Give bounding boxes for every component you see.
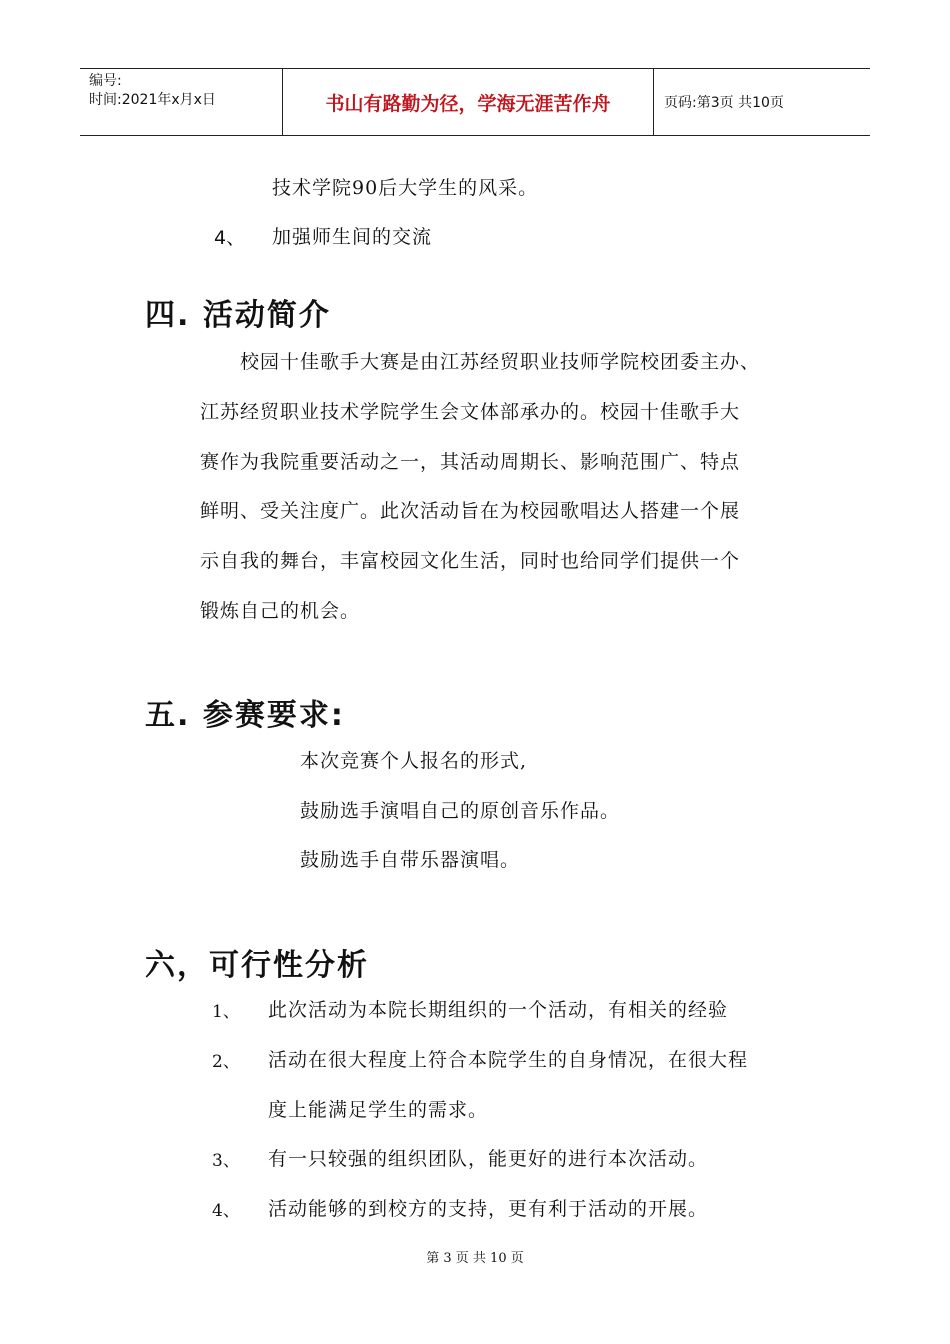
- continued-line: 技术学院90后大学生的风采。: [272, 177, 539, 199]
- page-footer: 第 3 页 共 10 页: [426, 1251, 524, 1266]
- item-number: 1、: [212, 1002, 240, 1022]
- section-heading: 四. 活动简介: [145, 298, 331, 333]
- section-heading: 五. 参赛要求:: [145, 698, 345, 733]
- header-motto: 书山有路勤为径，学海无涯苦作舟: [282, 69, 654, 135]
- paragraph-line: 赛作为我院重要活动之一，其活动周期长、影响范围广、特点: [200, 451, 741, 473]
- header-meta: [80, 69, 282, 135]
- item-number: 2、: [212, 1052, 240, 1072]
- requirement-line: 鼓励选手自带乐器演唱。: [300, 849, 521, 871]
- requirement-line: 本次竞赛个人报名的形式,: [300, 750, 528, 772]
- list-item: 此次活动为本院长期组织的一个活动，有相关的经验: [268, 999, 729, 1021]
- paragraph-line: 校园十佳歌手大赛是由江苏经贸职业技师学院校团委主办、: [240, 351, 761, 373]
- number-label: 编号:: [89, 73, 122, 89]
- paragraph-line: 江苏经贸职业技术学院学生会文体部承办的。校园十佳歌手大: [200, 401, 741, 423]
- list-item: 活动能够的到校方的支持，更有利于活动的开展。: [268, 1198, 709, 1220]
- requirement-line: 鼓励选手演唱自己的原创音乐作品。: [300, 800, 621, 822]
- paragraph-line: 示自我的舞台，丰富校园文化生活，同时也给同学们提供一个: [200, 550, 741, 572]
- page-header: [80, 68, 870, 136]
- item-number: 4、: [214, 227, 246, 249]
- item-number: 3、: [212, 1151, 240, 1171]
- list-item: 加强师生间的交流: [272, 226, 433, 248]
- paragraph-line: 锻炼自己的机会。: [200, 600, 361, 622]
- list-item: 有一只较强的组织团队，能更好的进行本次活动。: [268, 1148, 709, 1170]
- list-item: 活动在很大程度上符合本院学生的自身情况，在很大程: [268, 1049, 749, 1071]
- item-number: 4、: [212, 1201, 240, 1221]
- paragraph-line: 鲜明、受关注度广。此次活动旨在为校园歌唱达人搭建一个展: [200, 500, 741, 522]
- list-item-continuation: 度上能满足学生的需求。: [268, 1099, 489, 1121]
- header-page-label: 页码:第3页 共10页: [664, 95, 784, 111]
- date-label: 时间:2021年x月x日: [89, 92, 216, 108]
- section-heading: 六，可行性分析: [145, 948, 369, 983]
